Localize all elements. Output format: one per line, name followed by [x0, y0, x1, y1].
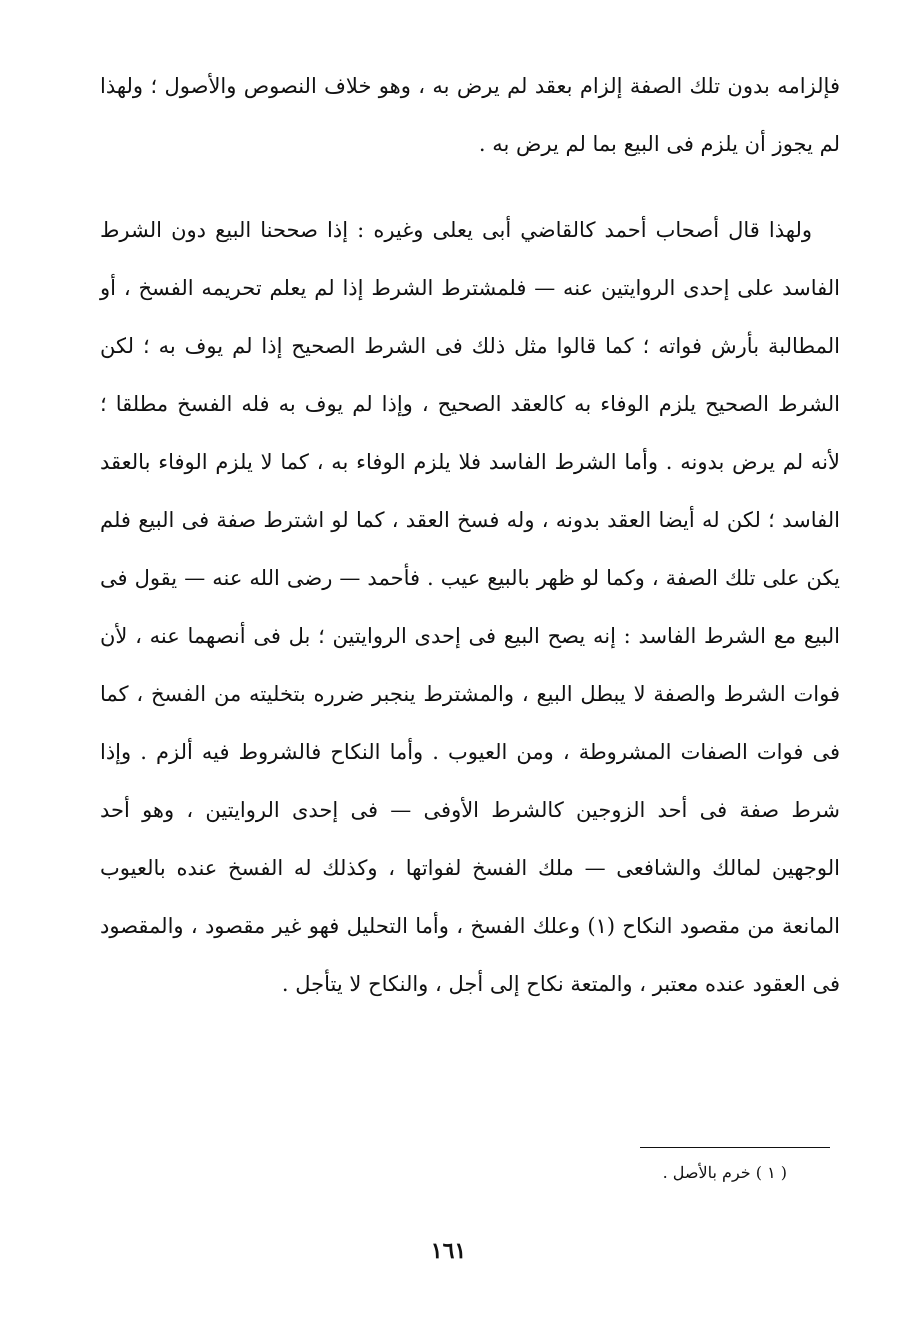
paragraph-1: فإلزامه بدون تلك الصفة إلزام بعقد لم يرض به ، وهو خلاف النصوص والأصول ؛ ولهذا لم يجوز أن يلزم فى البيع بما لم يرض به . [100, 74, 840, 156]
paragraph-2: ولهذا قال أصحاب أحمد كالقاضي أبى يعلى وغيره : إذا صححنا البيع دون الشرط الفاسد على إحدى الروايتين عنه — فلمشترط الشرط إذا لم يعلم تحريمه الفسخ ، أو المطالبة بأرش فواته ؛ كما قالوا مثل ذلك فى الشرط الصحيح إذا لم يوف به ؛ لكن الشرط الصحيح يلزم الوفاء به كالعقد الصحيح ، وإذا لم يوف به فله الفسخ مطلقا ؛ لأنه لم يرض بدونه . وأما الشرط الفاسد فلا يلزم الوفاء به ، كما لا يلزم الوفاء بالعقد الفاسد ؛ لكن له أيضا العقد بدونه ، وله فسخ العقد ، كما لو اشترط صفة فى البيع فلم يكن على تلك الصفة ، وكما لو ظهر بالبيع عيب . فأحمد — رضى الله عنه — يقول فى البيع مع الشرط الفاسد : إنه يصح البيع فى إحدى الروايتين ؛ بل فى أنصهما عنه ، لأن فوات الشرط والصفة لا يبطل البيع ، والمشترط ينجبر ضرره بتخليته من الفسخ ، كما فى فوات الصفات المشروطة ، ومن العيوب . وأما النكاح فالشروط فيه ألزم . وإذا شرط صفة فى أحد الزوجين كالشرط الأوفى — فى إحدى الروايتين ، وهو أحد الوجهين لمالك والشافعى — ملك الفسخ لفواتها ، وكذلك له الفسخ عنده بالعيوب المانعة من مقصود النكاح (١) وعلك الفسخ ، وأما التحليل فهو غير مقصود ، والمقصود فى العقود عنده معتبر ، والمتعة نكاح إلى أجل ، والنكاح لا يتأجل . [100, 218, 840, 996]
page-number: ١٦١ [430, 1238, 467, 1264]
footnote: ( ١ ) خرم بالأصل . [662, 1163, 787, 1182]
footnote-divider [640, 1147, 830, 1148]
